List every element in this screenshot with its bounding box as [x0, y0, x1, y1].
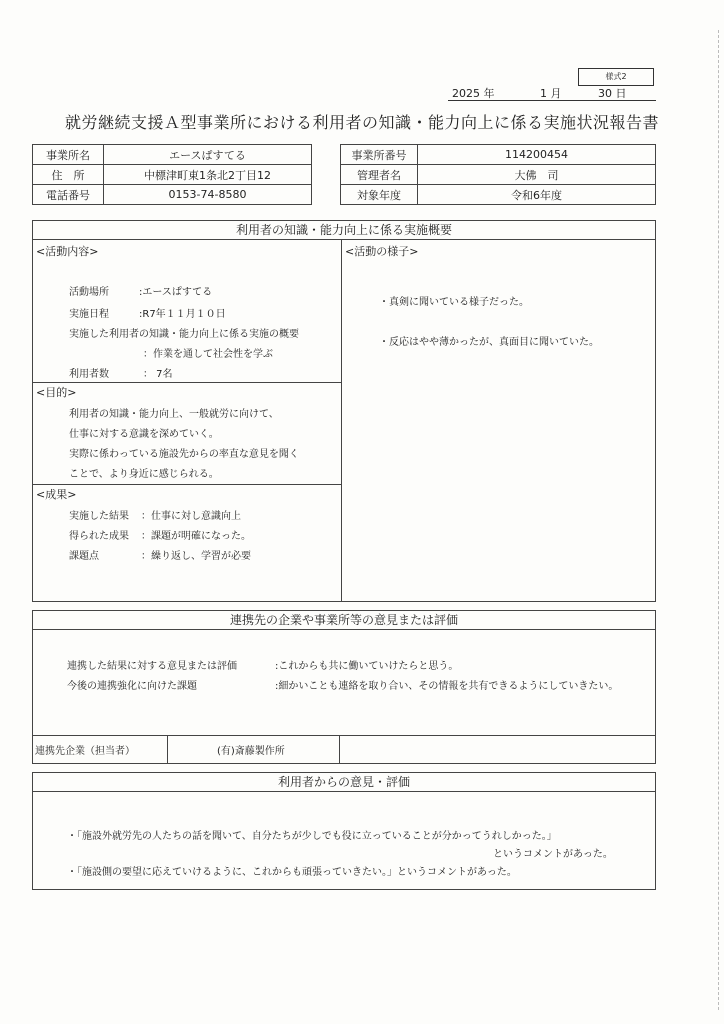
address-value: 中標津町東1条北2丁目12	[104, 165, 312, 185]
partner-company-split	[339, 735, 340, 763]
partner-company-label: 連携先企業（担当者）	[35, 746, 135, 757]
facility-name-value: エースぱすてる	[104, 145, 312, 165]
purpose-line: ことで、より身近に感じられる。	[69, 469, 219, 480]
result-label: 実施した結果	[69, 511, 129, 522]
phone-label: 電話番号	[33, 185, 104, 205]
user-opinion-box	[32, 772, 656, 890]
place-label: 活動場所	[69, 287, 109, 298]
purpose-line: 仕事に対する意識を深めていく。	[69, 429, 219, 440]
schedule-label: 実施日程	[69, 309, 109, 320]
office-number-value: 114200454	[418, 145, 656, 165]
partner-opinion-label: 連携した結果に対する意見または評価	[67, 661, 237, 672]
user-opinion-header: 利用者からの意見・評価	[33, 773, 655, 792]
partner-company-divider	[33, 735, 655, 736]
partner-header: 連携先の企業や事業所等の意見または評価	[33, 611, 655, 630]
purpose-line: 利用者の知識・能力向上、一般就労に向けて、	[69, 409, 279, 420]
office-info-table	[340, 144, 656, 205]
result-label: 課題点	[69, 551, 99, 562]
activity-heading: <活動の様子>	[345, 245, 419, 258]
result-label: 得られた成果	[69, 531, 129, 542]
user-count-value: ： 7名	[143, 369, 173, 380]
manager-value: 大佛 司	[418, 165, 656, 185]
user-comment-tail: というコメントがあった。	[493, 849, 613, 860]
purpose-divider	[33, 382, 341, 383]
summary-header: 利用者の知識・能力向上に係る実施概要	[33, 221, 655, 240]
summary-box	[32, 220, 656, 602]
partner-issue-value: :細かいことも連絡を取り合い、その情報を共有できるようにしていきたい。	[275, 681, 619, 692]
manager-label: 管理者名	[341, 165, 418, 185]
place-value: :エースぱすてる	[139, 287, 213, 298]
partner-company-split	[167, 735, 168, 763]
office-number-label: 事業所番号	[341, 145, 418, 165]
result-value: ：繰り返し、学習が必要	[141, 551, 251, 562]
fiscal-year-value: 令和6年度	[418, 185, 656, 205]
overview-value: ：作業を通して社会性を学ぶ	[143, 349, 273, 360]
activity-line: ・反応はやや薄かったが、真面目に聞いていた。	[379, 337, 599, 348]
facility-name-label: 事業所名	[33, 145, 104, 165]
fiscal-year-label: 対象年度	[341, 185, 418, 205]
user-comment: ・「施設外就労先の人たちの話を聞いて、自分たちが少しでも役に立っていることが分かってうれしかった。」	[67, 831, 557, 842]
date-day: 30 日	[598, 87, 627, 100]
purpose-heading: <目的>	[36, 386, 77, 399]
facility-info-table	[32, 144, 312, 205]
summary-divider	[341, 240, 342, 601]
content-heading: <活動内容>	[36, 245, 99, 258]
date-underline	[448, 100, 656, 101]
page-title: 就労継続支援Ａ型事業所における利用者の知識・能力向上に係る実施状況報告書	[64, 113, 659, 132]
result-divider	[33, 484, 341, 485]
activity-line: ・真剣に聞いている様子だった。	[379, 297, 529, 308]
partner-issue-label: 今後の連携強化に向けた課題	[67, 681, 197, 692]
schedule-value: :R7年１１月１０日	[139, 309, 226, 320]
overview-label: 実施した利用者の知識・能力向上に係る実施の概要	[69, 329, 299, 340]
address-label: 住 所	[33, 165, 104, 185]
result-heading: <成果>	[36, 488, 77, 501]
date-month: 1 月	[540, 87, 562, 100]
form-code: 様式2	[578, 68, 654, 86]
date-year: 2025 年	[452, 87, 495, 100]
partner-opinion-value: :これからも共に働いていけたらと思う。	[275, 661, 459, 672]
result-value: ：課題が明確になった。	[141, 531, 251, 542]
user-comment: ・「施設側の要望に応えていけるように、これからも頑張っていきたい。」というコメントがあった。	[67, 867, 517, 878]
partner-box	[32, 610, 656, 764]
user-count-label: 利用者数	[69, 369, 109, 380]
purpose-line: 実際に係わっている施設先からの率直な意見を聞く	[69, 449, 299, 460]
result-value: ：仕事に対し意識向上	[141, 511, 241, 522]
partner-company-value: (有)斎藤製作所	[217, 746, 285, 757]
phone-value: 0153-74-8580	[104, 185, 312, 205]
scan-edge-line	[718, 30, 720, 1010]
